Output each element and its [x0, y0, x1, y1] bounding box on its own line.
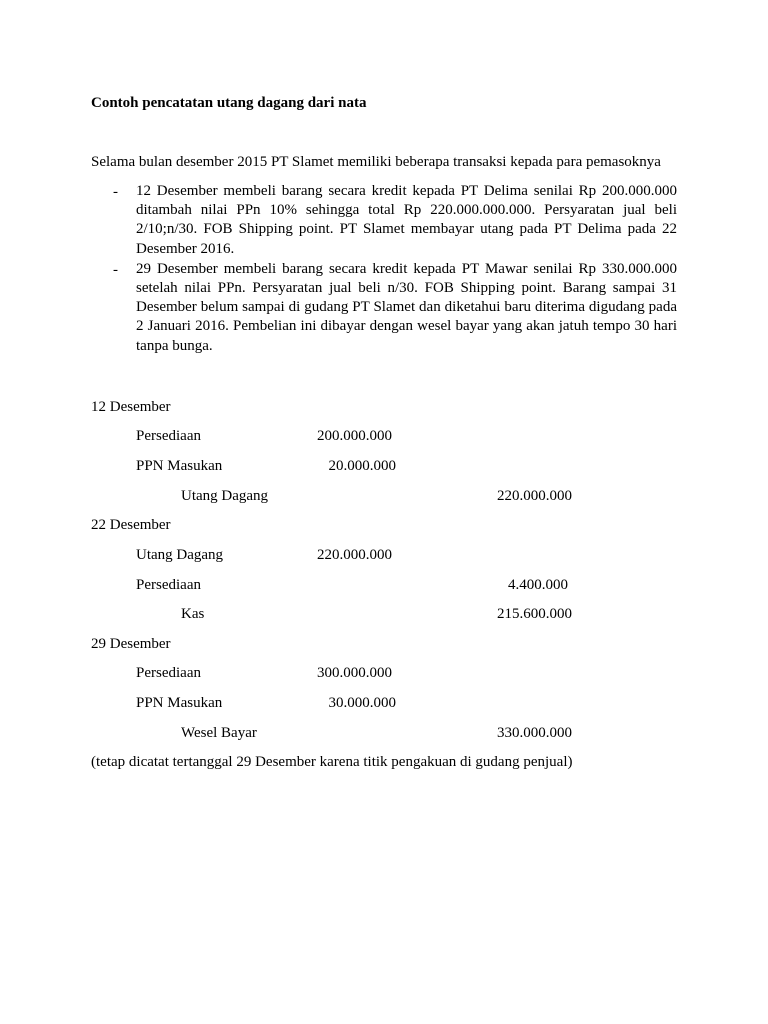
- journal-account: Persediaan: [136, 577, 201, 593]
- bullet-marker: -: [113, 184, 118, 200]
- list-item: [113, 260, 677, 356]
- journal-account: PPN Masukan: [136, 458, 223, 474]
- footnote: (tetap dicatat tertanggal 29 Desember karena titik pengakuan di gudang penjual): [91, 754, 573, 770]
- journal-account: PPN Masukan: [136, 695, 223, 711]
- journal-date: 22 Desember: [91, 517, 171, 533]
- document-title: Contoh pencatatan utang dagang dari nata: [91, 95, 367, 111]
- journal-debit: 20.000.000: [328, 458, 396, 474]
- journal-debit: 200.000.000: [317, 428, 392, 444]
- intro-paragraph: Selama bulan desember 2015 PT Slamet memiliki beberapa transaksi kepada para pemasoknya: [91, 154, 661, 170]
- list-item-text: 29 Desember membeli barang secara kredit kepada PT Mawar senilai Rp 330.000.000 setelah nilai PPn. Persyaratan jual beli n/30. FOB Shipping point. Barang sampai 31 Desember belum sampai di gudang PT Slamet dan diketahui baru diterima digudang pada 2 Januari 2016. Pembelian ini dibayar dengan wesel bayar yang akan jatuh tempo 30 hari tanpa bunga.: [136, 260, 677, 354]
- bullet-marker: -: [113, 261, 118, 278]
- journal-account: Persediaan: [136, 665, 201, 681]
- journal-credit: 215.600.000: [497, 606, 572, 622]
- journal-account: Utang Dagang: [136, 547, 224, 563]
- journal-date: 12 Desember: [91, 399, 171, 415]
- journal-account: Wesel Bayar: [181, 725, 257, 741]
- journal-credit: 220.000.000: [497, 488, 572, 504]
- journal-account: Utang Dagang: [181, 488, 269, 504]
- list-item: [113, 182, 677, 259]
- journal-credit: 330.000.000: [497, 725, 572, 741]
- journal-credit: 4.400.000: [508, 577, 568, 593]
- journal-account: Kas: [181, 606, 205, 622]
- transaction-list: [113, 182, 677, 357]
- journal-date: 29 Desember: [91, 636, 171, 652]
- journal-debit: 220.000.000: [317, 547, 392, 563]
- journal-debit: 300.000.000: [317, 665, 392, 681]
- journal-account: Persediaan: [136, 428, 201, 444]
- list-item-text: 12 Desember membeli barang secara kredit kepada PT Delima senilai Rp 200.000.000 ditambah nilai PPn 10% sehingga total Rp 220.000.000.000. Persyaratan jual beli 2/10;n/30. FOB Shipping point. PT Slamet membayar utang pada PT Delima pada 22 Desember 2016.: [136, 183, 677, 257]
- journal-debit: 30.000.000: [328, 695, 396, 711]
